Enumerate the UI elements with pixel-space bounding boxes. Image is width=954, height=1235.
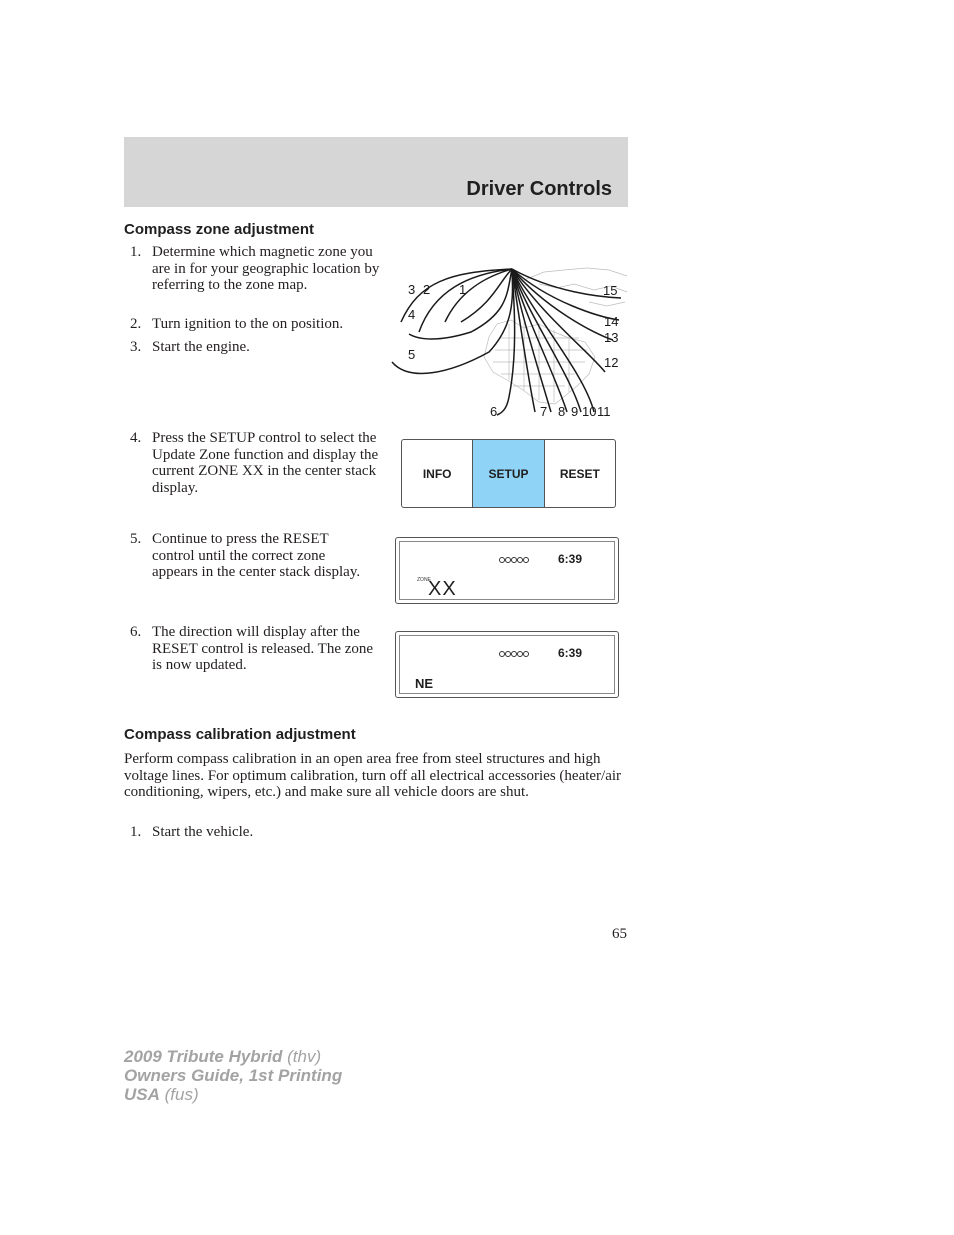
footer-model: 2009 Tribute Hybrid (124, 1047, 283, 1066)
step-number: 3. (130, 339, 142, 355)
zone-label-3: 3 (408, 282, 416, 297)
calibration-step-1 (130, 824, 430, 841)
step-number: 6. (130, 624, 142, 640)
footer (124, 1047, 342, 1104)
zone-label-8: 8 (558, 404, 566, 419)
zone-label-12: 12 (604, 355, 619, 370)
footer-model-code: (thv) (287, 1047, 322, 1066)
step-text: Turn ignition to the on position. (152, 316, 344, 332)
zone-label-5: 5 (408, 347, 416, 362)
section-title: Driver Controls (466, 178, 612, 200)
compass-direction: NE (415, 676, 434, 691)
zone-word: ZONE (417, 577, 431, 583)
step-number: 1. (130, 824, 142, 840)
step-text: Start the vehicle. (152, 824, 254, 840)
zone-label-15: 15 (603, 283, 618, 298)
step-number: 4. (130, 430, 142, 446)
step-5 (130, 531, 370, 581)
page-number: 65 (612, 926, 627, 942)
zone-label-1: 1 (459, 282, 467, 297)
step-1 (130, 244, 380, 294)
zone-label-9: 9 (571, 404, 579, 419)
step-text: Continue to press the RESET control until the correct zone appears in the center stack display. (152, 531, 361, 580)
step-2 (130, 316, 380, 333)
step-text: The direction will display after the RESET control is released. The zone is now updated. (152, 624, 374, 673)
indicator-pips-icon (499, 650, 529, 658)
step-number: 5. (130, 531, 142, 547)
step-text: Press the SETUP control to select the Update Zone function and display the current ZONE XX in the center stack display. (152, 430, 379, 496)
calibration-heading: Compass calibration adjustment (124, 726, 356, 743)
clock-time: 6:39 (558, 552, 583, 566)
display-screen (399, 635, 615, 694)
zone-label-2: 2 (423, 282, 431, 297)
display-screen (399, 541, 615, 600)
footer-market: USA (124, 1085, 160, 1104)
step-3 (130, 339, 380, 356)
zone-value: XX (428, 578, 457, 600)
zone-label-7: 7 (540, 404, 548, 419)
step-6 (130, 624, 380, 674)
direction-display (395, 631, 619, 698)
zone-label-4: 4 (408, 307, 416, 322)
zone-display (395, 537, 619, 604)
zone-label-10: 10 (582, 404, 597, 419)
reset-button[interactable]: RESET (559, 466, 600, 481)
calibration-paragraph: Perform compass calibration in an open area free from steel structures and high voltage lines. For optimum calibration, turn off all electrical accessories (heater/air conditioning, wipers, etc.) and make sure all vehicle doors are shut. (124, 751, 622, 800)
zone-label-6: 6 (490, 404, 498, 419)
footer-market-code: (fus) (164, 1085, 199, 1104)
info-button[interactable]: INFO (422, 466, 452, 481)
zone-label-14: 14 (604, 314, 619, 329)
footer-printing: Owners Guide, 1st Printing (124, 1066, 343, 1085)
zone-map (389, 262, 631, 422)
header-band (124, 137, 628, 207)
step-number: 2. (130, 316, 142, 332)
zone-label-13: 13 (604, 330, 619, 345)
clock-time: 6:39 (558, 646, 583, 660)
control-panel (401, 439, 616, 508)
step-4 (130, 430, 380, 496)
zone-adjustment-heading: Compass zone adjustment (124, 221, 315, 238)
setup-button[interactable]: SETUP (472, 440, 544, 507)
step-text: Start the engine. (152, 339, 250, 355)
step-number: 1. (130, 244, 142, 260)
step-text: Determine which magnetic zone you are in for your geographic location by referring to the zone map. (152, 244, 380, 293)
indicator-pips-icon (499, 556, 529, 564)
zone-label-11: 11 (597, 404, 611, 419)
